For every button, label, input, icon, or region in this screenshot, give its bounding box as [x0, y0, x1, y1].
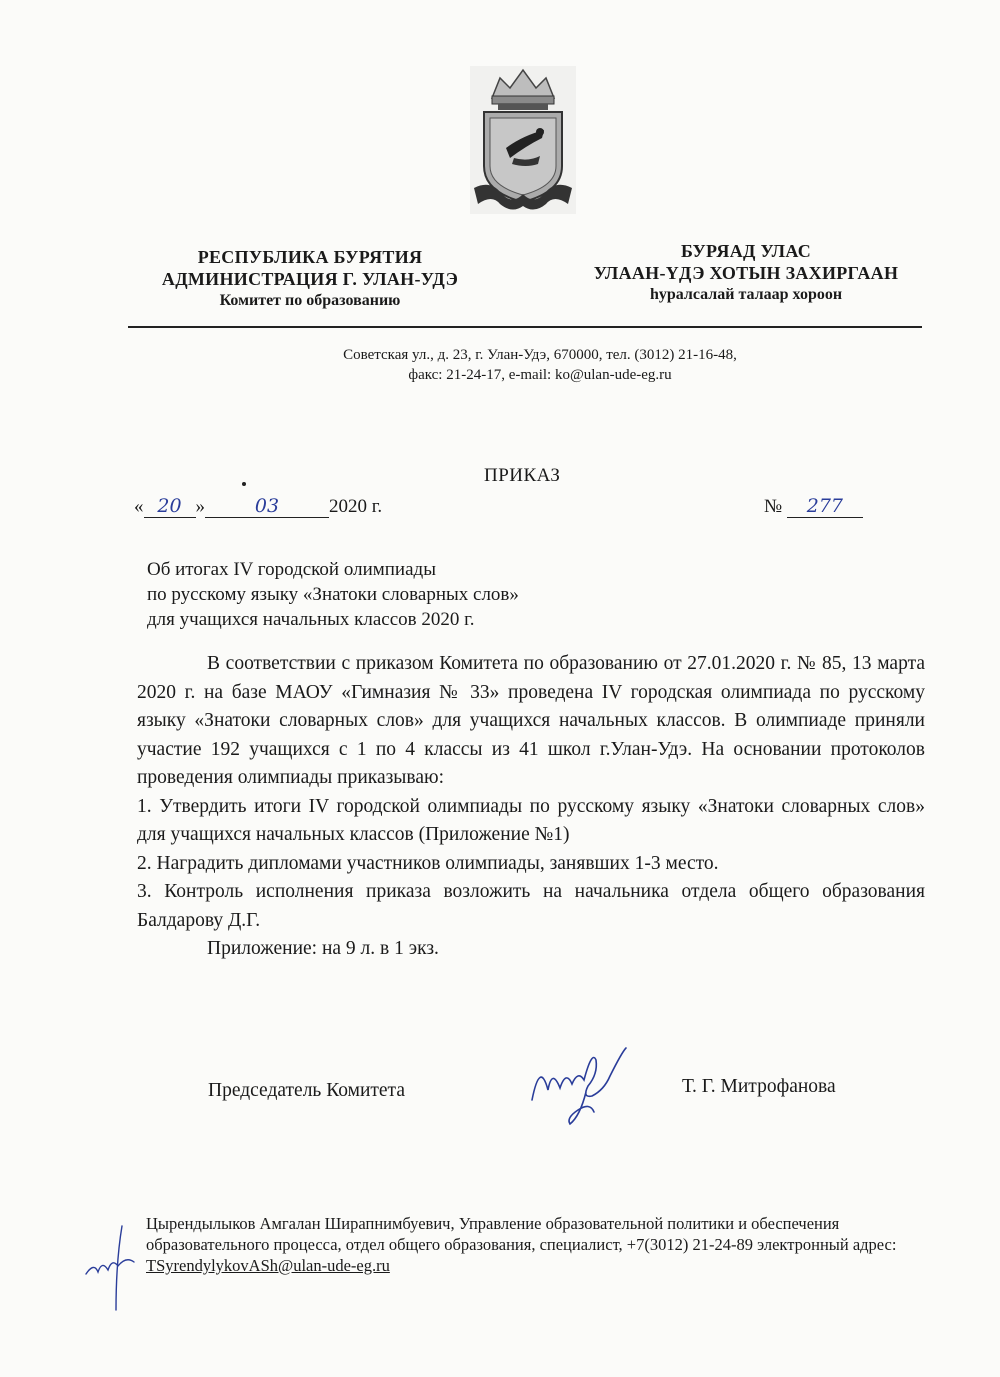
address-line-2: факс: 21-24-17, e-mail: ko@ulan-ude-eg.ru	[408, 367, 672, 383]
date-year: 2020 г.	[329, 496, 383, 517]
committee-name: Комитет по образованию	[219, 292, 401, 309]
executor-details: Цырендылыков Амгалан Ширапнимбуевич, Управление образовательной политики и обеспечения образовательного процесса, отдел общего образования, специалист, +7(3012) 21-24-89 электронный адрес:	[146, 1214, 897, 1254]
header-divider	[128, 326, 922, 328]
order-date	[134, 495, 382, 523]
republic-name: РЕСПУБЛИКА БУРЯТИЯ	[197, 247, 423, 267]
contact-address	[260, 345, 820, 385]
date-open-quote: «	[134, 496, 144, 517]
issuer-header-buryat	[560, 240, 932, 306]
subject-line-1: Об итогах IV городской олимпиады	[147, 559, 436, 580]
issuer-header-russian	[130, 246, 490, 312]
signatory-title: Председатель Комитета	[208, 1080, 405, 1101]
subject-line-2: по русскому языку «Знатоки словарных слов»	[147, 584, 519, 605]
order-item-2: 2. Наградить дипломами участников олимпиады, занявших 1-3 место.	[137, 852, 719, 874]
order-item-1: 1. Утвердить итоги IV городской олимпиады по русскому языку «Знатоки словарных слов» для учащихся начальных классов (Приложение №1)	[137, 795, 925, 845]
executor-email-link[interactable]: TSyrendylykovASh@ulan-ude-eg.ru	[146, 1256, 390, 1275]
order-item-3: 3. Контроль исполнения приказа возложить на начальника отдела общего образования Балдарову Д.Г.	[137, 881, 925, 931]
handwritten-initials	[82, 1222, 142, 1312]
republic-name-buryat: БУРЯАД УЛАС	[680, 241, 812, 261]
order-number	[764, 495, 863, 518]
committee-name-buryat: hуралсалай талаар хороон	[649, 286, 843, 303]
intro-paragraph: В соответствии с приказом Комитета по образованию от 27.01.2020 г. № 85, 13 марта 2020 г. на базе МАОУ «Гимназия № 33» проведена IV городская олимпиада по русскому языку «Знатоки словарных слов» для учащихся начальных классов. В олимпиаде приняли участие 192 учащихся с 1 по 4 классы из 41 школ г.Улан-Удэ. На основании протоколов проведения олимпиады приказываю:	[137, 653, 925, 788]
number-value: 277	[787, 495, 863, 518]
date-day: 20	[144, 495, 196, 518]
ink-dot	[242, 482, 246, 486]
order-body	[137, 650, 925, 964]
administration-name-buryat: УЛААН-ҮДЭ ХОТЫН ЗАХИРГААН	[593, 263, 899, 283]
date-month: 03	[205, 495, 329, 518]
order-subject	[147, 557, 519, 632]
executor-info	[146, 1213, 926, 1276]
date-close-quote: »	[195, 496, 205, 517]
administration-name: АДМИНИСТРАЦИЯ Г. УЛАН-УДЭ	[161, 269, 459, 289]
document-title: ПРИКАЗ	[484, 465, 561, 486]
address-line-1: Советская ул., д. 23, г. Улан-Удэ, 670000, тел. (3012) 21-16-48,	[343, 347, 737, 363]
number-label: №	[764, 496, 783, 517]
signatory-name: Т. Г. Митрофанова	[682, 1076, 836, 1097]
handwritten-signature	[522, 1040, 642, 1130]
city-coat-of-arms-emblem	[470, 66, 576, 214]
appendix-note: Приложение: на 9 л. в 1 экз.	[207, 938, 439, 959]
subject-line-3: для учащихся начальных классов 2020 г.	[147, 609, 475, 630]
